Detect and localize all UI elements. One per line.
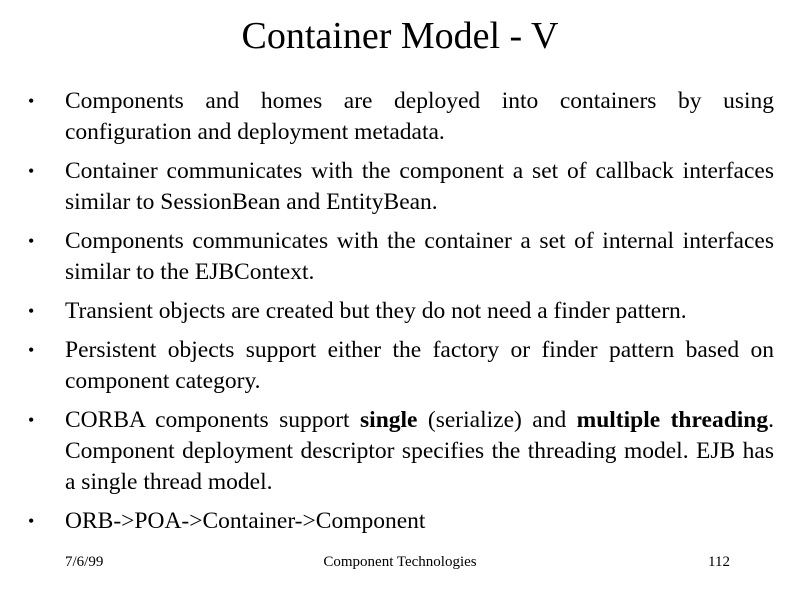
bullet-item [28,226,774,288]
bullet-item [28,335,774,397]
bullet-item [28,506,774,537]
bullet-text: Components and homes are deployed into containers by using configuration and deployment metadata. [65,88,774,145]
slide-title: Container Model - V [241,15,559,57]
bullet-text: Container communicates with the component a set of callback interfaces similar to SessionBean and EntityBean. [65,158,774,215]
bullet-icon: • [28,161,35,181]
bullet-icon: • [28,410,35,430]
bullet-icon: • [28,231,35,251]
bullet-item [28,156,774,218]
bullet-item [28,405,774,498]
bullet-item [28,86,774,148]
bullet-list [28,86,774,545]
bullet-text: Persistent objects support either the factory or finder pattern based on component category. [65,337,774,394]
bullet-text-segment: . Component deployment descriptor specifies the threading model. EJB has a single thread model. [65,407,774,495]
bullet-text-segment: (serialize) and [417,407,577,433]
bullet-text: Components communicates with the container a set of internal interfaces similar to the EJBContext. [65,228,774,285]
footer-title: Component Technologies [323,554,477,570]
bullet-text: ORB->POA->Container->Component [65,508,426,534]
bullet-item [28,296,774,327]
bullet-text: Transient objects are created but they do not need a finder pattern. [65,298,687,324]
bullet-icon: • [28,340,35,360]
bullet-text-segment: CORBA components support [65,407,361,433]
bullet-bold-term: single [360,407,418,433]
footer-page-number: 112 [708,554,730,570]
bullet-icon: • [28,91,35,111]
bullet-icon: • [28,301,35,321]
footer-date: 7/6/99 [65,554,104,570]
bullet-icon: • [28,511,35,531]
bullet-bold-term: multiple threading [576,407,769,433]
